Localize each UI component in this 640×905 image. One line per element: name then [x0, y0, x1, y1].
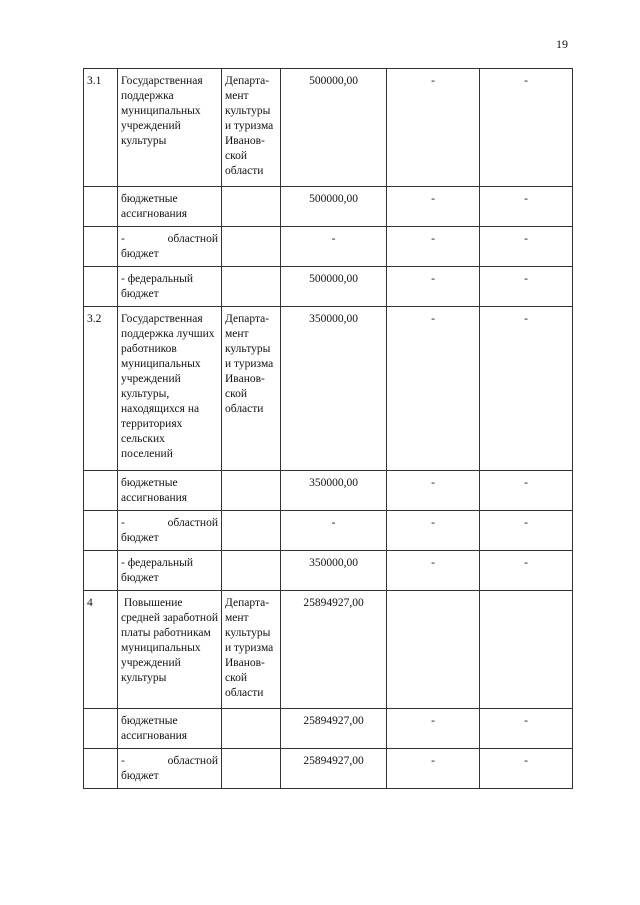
row-code [84, 749, 118, 789]
row-name-tail: бюджет [121, 770, 159, 782]
row-value-3: - [480, 267, 573, 307]
row-executor [222, 749, 281, 789]
row-value-3: - [480, 511, 573, 551]
row-code [84, 187, 118, 227]
row-name: Государственная поддержка муниципальных учреждений культуры [118, 69, 222, 187]
row-executor [222, 511, 281, 551]
row-value-1: 25894927,00 [281, 709, 387, 749]
table-row [84, 709, 573, 749]
row-name-tail: бюджет [121, 532, 159, 544]
row-code [84, 551, 118, 591]
row-name-word: областной [167, 233, 218, 245]
row-value-3: - [480, 551, 573, 591]
row-value-2: - [387, 551, 480, 591]
table-row [84, 511, 573, 551]
row-name: Государственная поддержка лучших работников муниципальных учреждений культуры, находящихся на территориях сельских поселений [118, 307, 222, 471]
row-code [84, 267, 118, 307]
row-value-1: 500000,00 [281, 267, 387, 307]
row-name-dash: - [121, 233, 125, 245]
row-value-2: - [387, 227, 480, 267]
row-value-3: - [480, 69, 573, 187]
row-value-3 [480, 591, 573, 709]
table-row [84, 471, 573, 511]
row-value-2: - [387, 69, 480, 187]
row-value-3: - [480, 307, 573, 471]
table-row [84, 591, 573, 709]
row-value-3: - [480, 749, 573, 789]
table-row [84, 307, 573, 471]
row-value-2: - [387, 187, 480, 227]
row-value-2: - [387, 307, 480, 471]
row-value-1: 350000,00 [281, 471, 387, 511]
row-code [84, 471, 118, 511]
row-value-3: - [480, 227, 573, 267]
row-value-1: 350000,00 [281, 307, 387, 471]
row-name-word: областной [167, 517, 218, 529]
row-value-1: 500000,00 [281, 187, 387, 227]
row-name: бюджетные ассигнования [118, 471, 222, 511]
row-name-tail: бюджет [121, 248, 159, 260]
row-executor [222, 267, 281, 307]
table-row [84, 267, 573, 307]
row-value-2: - [387, 267, 480, 307]
row-name: - федеральный бюджет [118, 551, 222, 591]
row-value-3: - [480, 471, 573, 511]
row-value-1: 350000,00 [281, 551, 387, 591]
page-number: 19 [556, 37, 568, 51]
row-name: Повышение средней заработной платы работникам муниципальных учреждений культуры [118, 591, 222, 709]
row-value-3: - [480, 187, 573, 227]
row-name-dash: - [121, 755, 125, 767]
row-executor [222, 551, 281, 591]
table-row [84, 187, 573, 227]
row-code: 3.2 [84, 307, 118, 471]
table-row [84, 749, 573, 789]
row-name [118, 511, 222, 551]
row-name-dash: - [121, 517, 125, 529]
row-name: бюджетные ассигнования [118, 709, 222, 749]
row-executor: Департа-мент культуры и туризма Иванов-ской области [222, 307, 281, 471]
row-name: - федеральный бюджет [118, 267, 222, 307]
row-code [84, 227, 118, 267]
table-row [84, 551, 573, 591]
row-name [118, 227, 222, 267]
row-executor [222, 709, 281, 749]
budget-table [83, 68, 573, 789]
row-value-2 [387, 591, 480, 709]
row-value-1: 25894927,00 [281, 749, 387, 789]
table-row [84, 227, 573, 267]
row-executor [222, 227, 281, 267]
row-name-word: областной [167, 755, 218, 767]
row-executor [222, 187, 281, 227]
table-row [84, 69, 573, 187]
row-name [118, 749, 222, 789]
row-code [84, 709, 118, 749]
row-value-2: - [387, 709, 480, 749]
row-value-1: 25894927,00 [281, 591, 387, 709]
row-value-2: - [387, 511, 480, 551]
row-value-3: - [480, 709, 573, 749]
row-code: 3.1 [84, 69, 118, 187]
row-value-1: 500000,00 [281, 69, 387, 187]
row-value-1: - [281, 227, 387, 267]
row-value-2: - [387, 749, 480, 789]
row-executor [222, 471, 281, 511]
row-code [84, 511, 118, 551]
row-value-2: - [387, 471, 480, 511]
row-executor: Департа-мент культуры и туризма Иванов-ской области [222, 591, 281, 709]
row-value-1: - [281, 511, 387, 551]
row-code: 4 [84, 591, 118, 709]
row-executor: Департа-мент культуры и туризма Иванов-ской области [222, 69, 281, 187]
row-name: бюджетные ассигнования [118, 187, 222, 227]
